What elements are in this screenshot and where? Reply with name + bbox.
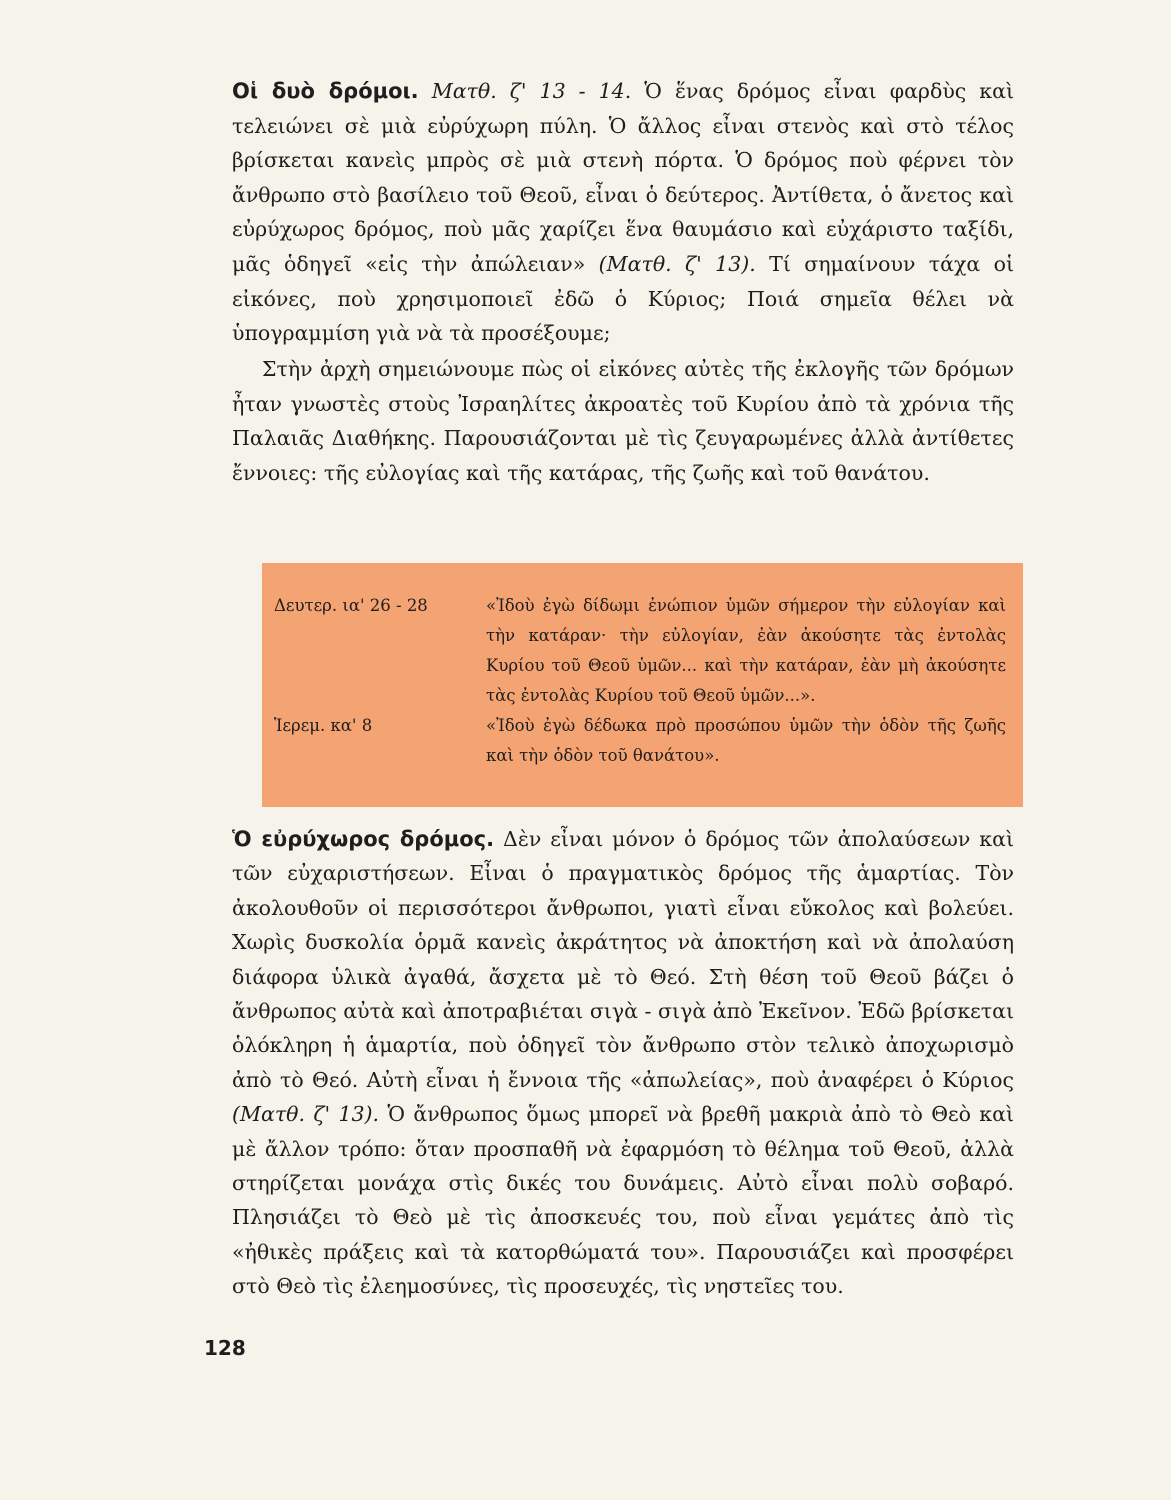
quotation-reference: Δευτερ. ια' 26 - 28 (274, 596, 428, 615)
scripture-reference: Ματθ. ζ' 13 - 14. (431, 79, 632, 103)
section-heading-two-roads: Οἱ δυὸ δρόμοι. (232, 79, 419, 103)
paragraph-old-testament-images: Στὴν ἀρχὴ σημειώνουμε πὼς οἱ εἰκόνες αὐτὲς τῆς ἐκλογῆς τῶν δρόμων ἦταν γνωστὲς στοὺς Ἰσραηλίτες ἀκροατὲς τοῦ Κυρίου ἀπὸ τὰ χρόνια τῆς Παλαιᾶς Διαθήκης. Παρουσιάζονται μὲ τὶς ζευγαρωμένες ἀλλὰ ἀντίθετες ἔννοιες: τῆς εὐλογίας καὶ τῆς κατάρας, τῆς ζωῆς καὶ τοῦ θανάτου. (232, 357, 1014, 485)
paragraph-text: Ὁ ἄνθρωπος ὅμως μπορεῖ νὰ βρεθῆ μακριὰ ἀπὸ τὸ Θεὸ καὶ μὲ ἄλλον τρόπο: ὅταν προσπαθῆ νὰ ἐφαρμόση τὸ θέλημα τοῦ Θεοῦ, ἀλλὰ στηρίζεται μονάχα στὶς δικές του δυνάμεις. Αὐτὸ εἶναι πολὺ σοβαρό. Πλησιάζει τὸ Θεὸ μὲ τὶς ἀποσκευές του, ποὺ εἶναι γεμάτες ἀπὸ τὶς «ἠθικὲς πράξεις καὶ τὰ κατορθώματά του». Παρουσιάζει καὶ προσφέρει στὸ Θεὸ τὶς ἐλεημοσύνες, τὶς προσευχές, τὶς νηστεῖες του. (232, 1102, 1014, 1299)
page-number: 128 (204, 1336, 246, 1360)
quotation-text: «Ἰδοὺ ἐγὼ δέδωκα πρὸ προσώπου ὑμῶν τὴν ὁδὸν τῆς ζωῆς καὶ τὴν ὁδὸν τοῦ θανάτου». (486, 716, 1006, 765)
section-heading-wide-road: Ὁ εὐρύχωρος δρόμος. (232, 827, 495, 851)
paragraph-wide-road (232, 822, 1014, 1304)
paragraph-two-roads (232, 74, 1014, 351)
quotation-box (262, 563, 1023, 807)
quotation-reference: Ἱερεμ. κα' 8 (274, 716, 373, 735)
quotation-text: «Ἰδοὺ ἐγὼ δίδωμι ἐνώπιον ὑμῶν σήμερον τὴν εὐλογίαν καὶ τὴν κατάραν· τὴν εὐλογίαν, ἐὰν ἀκούσητε τὰς ἐντολὰς Κυρίου τοῦ Θεοῦ ὑμῶν... καὶ τὴν κατάραν, ἐὰν μὴ ἀκούσητε τὰς ἐντολὰς Κυρίου τοῦ Θεοῦ ὑμῶν...». (486, 596, 1006, 705)
paragraph-text: Δὲν εἶναι μόνον ὁ δρόμος τῶν ἀπολαύσεων καὶ τῶν εὐχαριστήσεων. Εἶναι ὁ πραγματικὸς δρόμος τῆς ἁμαρτίας. Τὸν ἀκολουθοῦν οἱ περισσότεροι ἄνθρωποι, γιατὶ εἶναι εὔκολος καὶ βολεύει. Χωρὶς δυσκολία ὁρμᾶ κανεὶς ἀκράτητος νὰ ἀποκτήση καὶ νὰ ἀπολαύση διάφορα ὑλικὰ ἀγαθά, ἄσχετα μὲ τὸ Θεό. Στὴ θέση τοῦ Θεοῦ βάζει ὁ ἄνθρωπος αὐτὰ καὶ ἀποτραβιέται σιγὰ - σιγὰ ἀπὸ Ἐκεῖνον. Ἐδῶ βρίσκεται ὁλόκληρη ἡ ἁμαρτία, ποὺ ὁδηγεῖ τὸν ἄνθρωπο στὸν τελικὸ ἀποχωρισμὸ ἀπὸ τὸ Θεό. Αὐτὴ εἶναι ἡ ἔννοια τῆς «ἀπωλείας», ποὺ ἀναφέρει ὁ Κύριος (232, 827, 1014, 1092)
paragraph-text: Ὁ ἕνας δρόμος εἶναι φαρδὺς καὶ τελειώνει σὲ μιὰ εὐρύχωρη πύλη. Ὁ ἄλλος εἶναι στενὸς καὶ στὸ τέλος βρίσκεται κανεὶς μπρὸς σὲ μιὰ στενὴ πόρτα. Ὁ δρόμος ποὺ φέρνει τὸν ἄνθρωπο στὸ βασίλειο τοῦ Θεοῦ, εἶναι ὁ δεύτερος. Ἀντίθετα, ὁ ἄνετος καὶ εὐρύχωρος δρόμος, ποὺ μᾶς χαρίζει ἕνα θαυμάσιο καὶ εὐχάριστο ταξίδι, μᾶς ὁδηγεῖ «εἰς τὴν ἀπώλειαν» (232, 79, 1014, 276)
scripture-reference: (Ματθ. ζ' 13). (598, 251, 756, 276)
scripture-reference: (Ματθ. ζ' 13). (232, 1102, 380, 1127)
paragraph-text: Τί σημαίνουν τάχα οἱ εἰκόνες, ποὺ χρησιμοποιεῖ ἐδῶ ὁ Κύριος; Ποιά σημεῖα θέλει νὰ ὑπογραμμίση γιὰ νὰ τὰ προσέξουμε; (232, 251, 1014, 346)
